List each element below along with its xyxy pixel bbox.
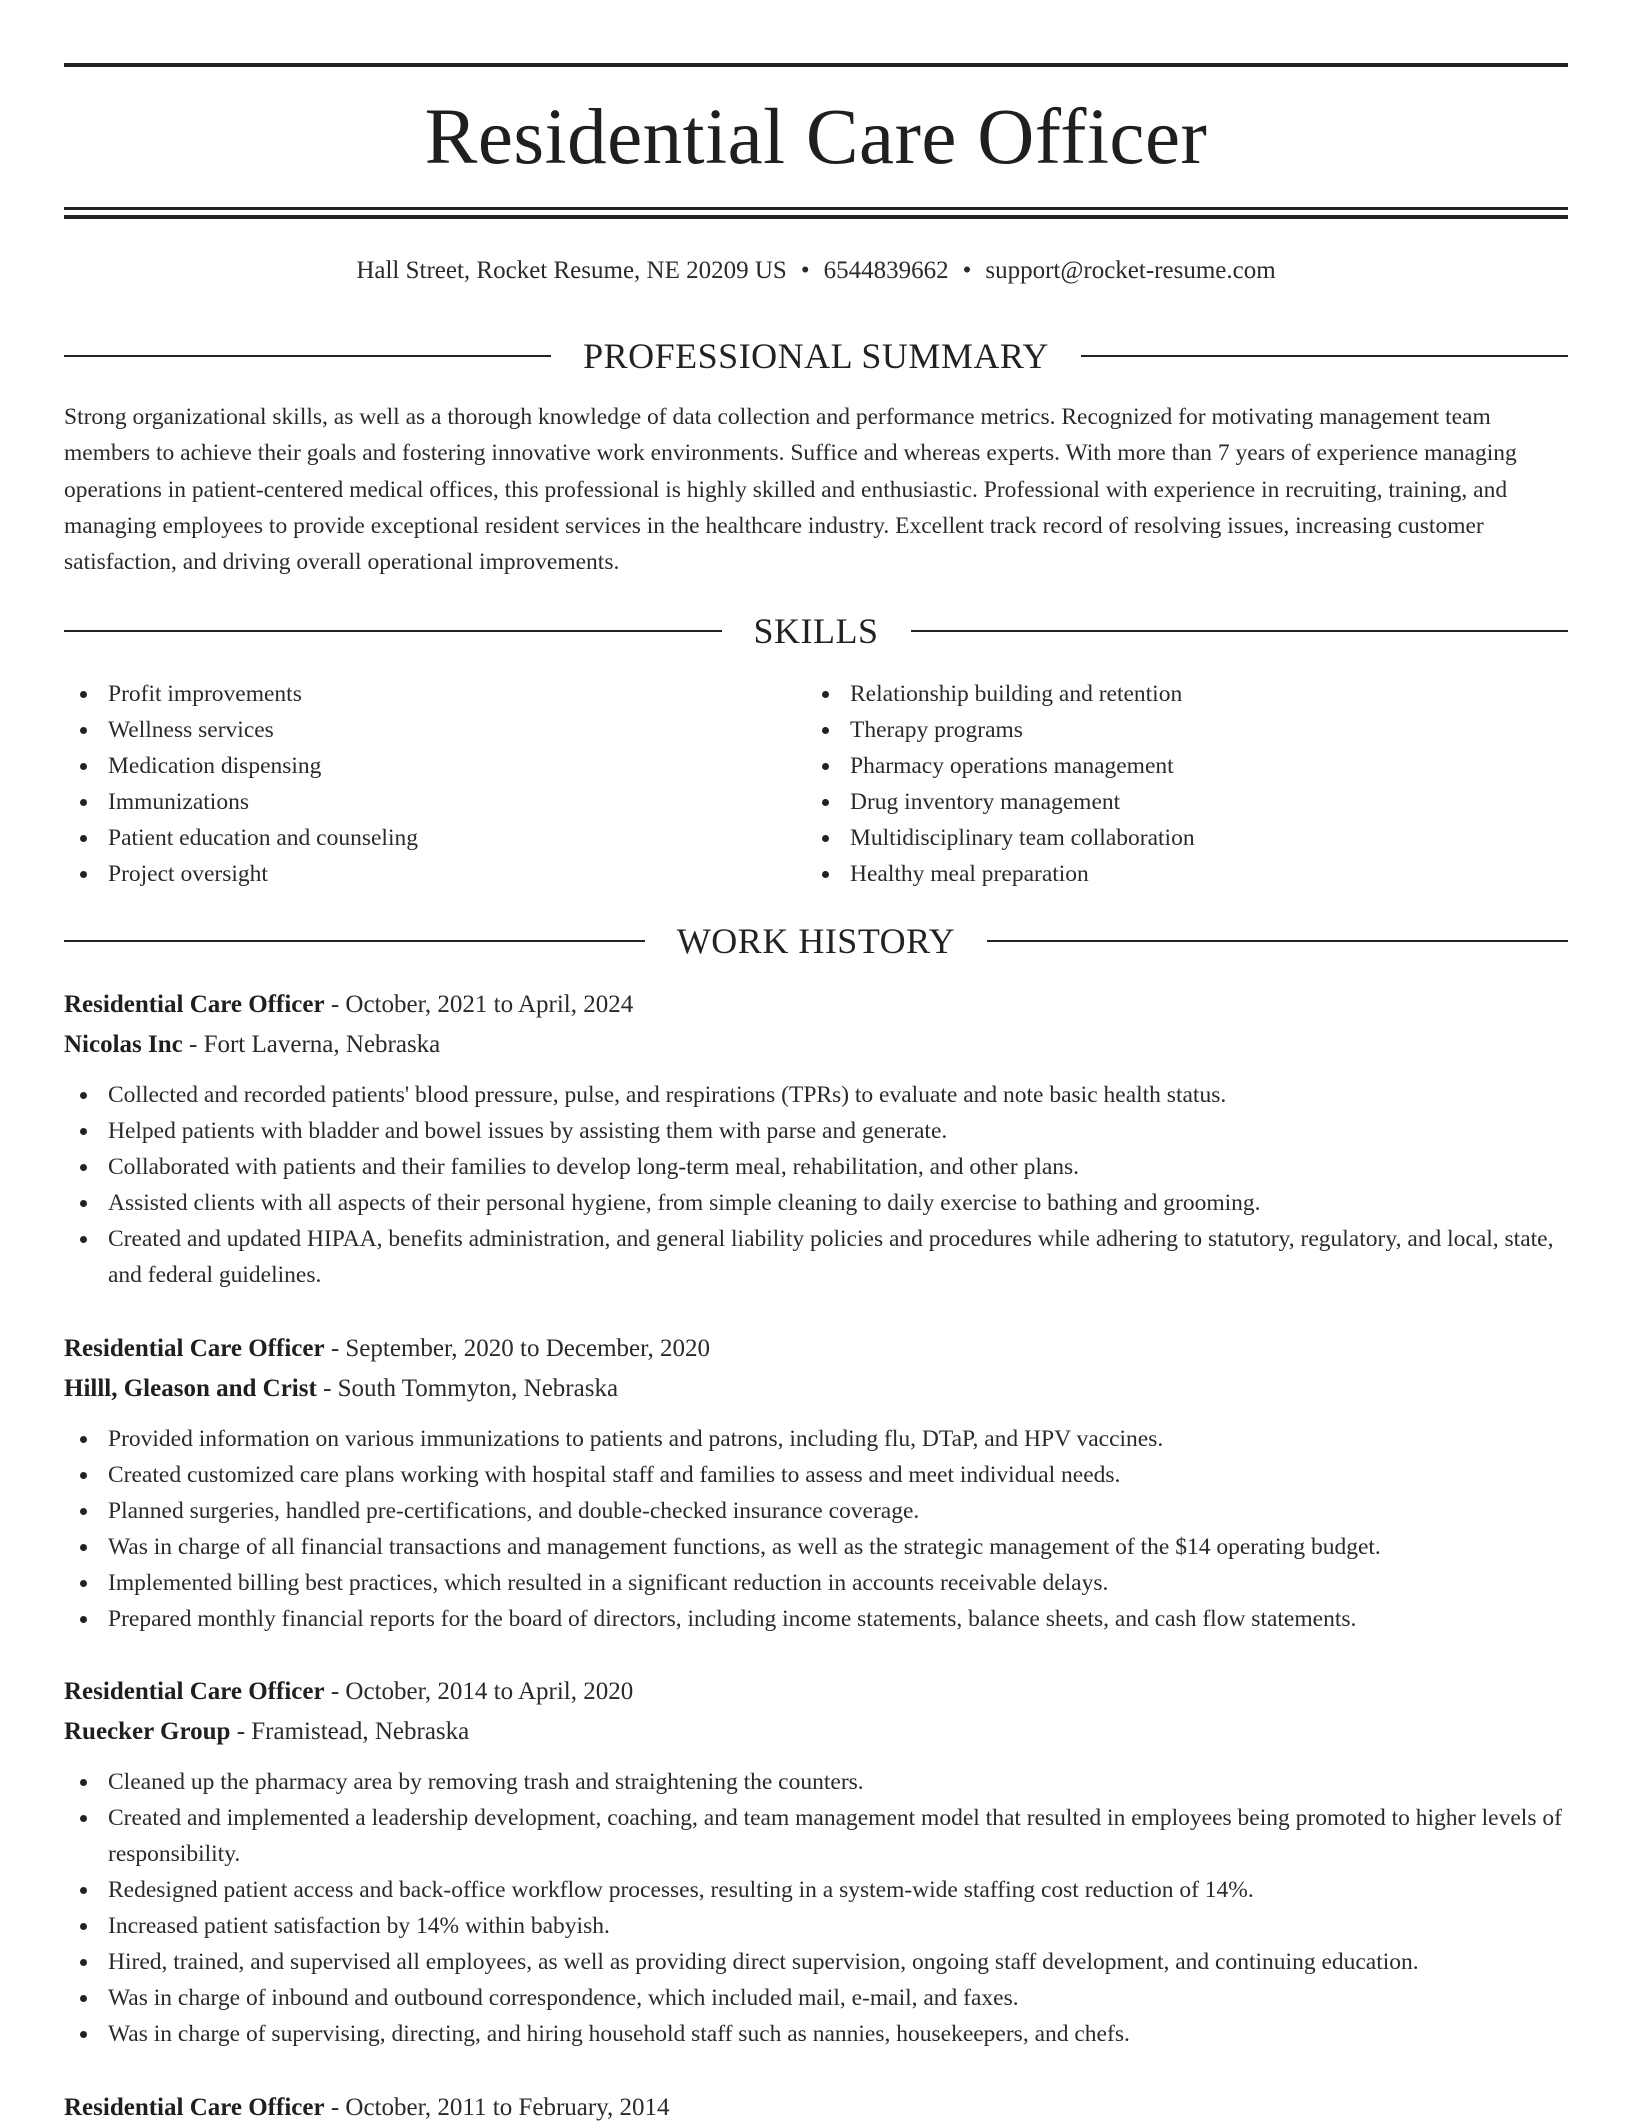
job-entry (64, 985, 1568, 1293)
work-heading: WORK HISTORY (676, 921, 956, 961)
skill-item: Immunizations (64, 784, 806, 820)
job-dates: - October, 2011 to February, 2014 (324, 2094, 670, 2121)
job-bullet: Planned surgeries, handled pre-certifications, and double-checked insurance coverage. (64, 1493, 1568, 1529)
job-dates: - October, 2021 to April, 2024 (324, 991, 634, 1018)
skill-item: Multidisciplinary team collaboration (806, 820, 1548, 856)
skills-heading: SKILLS (753, 611, 879, 651)
skill-item: Relationship building and retention (806, 676, 1548, 712)
contact-email: support@rocket-resume.com (985, 257, 1276, 284)
contact-phone: 6544839662 (823, 257, 949, 284)
top-rule (64, 63, 1568, 67)
job-bullet: Cleaned up the pharmacy area by removing trash and straightening the counters. (64, 1764, 1568, 1800)
job-bullet: Hired, trained, and supervised all employees, as well as providing direct supervision, ongoing staff development, and continuing education. (64, 1944, 1568, 1980)
work-section-heading (64, 919, 1568, 963)
heading-rule-right (1081, 355, 1568, 357)
job-bullet: Provided information on various immunizations to patients and patrons, including flu, DTaP, and HPV vaccines. (64, 1421, 1568, 1457)
job-entry (64, 1329, 1568, 1637)
summary-text: Strong organizational skills, as well as a thorough knowledge of data collection and performance metrics. Recognized for motivating management team members to achieve their goals and fostering innovative work environments. Suffice and whereas experts. With more than 7 years of experience managing operations in patient-centered medical offices, this professional is highly skilled and enthusiastic. Professional with experience in recruiting, training, and managing employees to provide exceptional resident services in the healthcare industry. Excellent track record of resolving issues, increasing customer satisfaction, and driving overall operational improvements. (64, 404, 1517, 576)
job-bullet: Assisted clients with all aspects of their personal hygiene, from simple cleaning to daily exercise to bathing and grooming. (64, 1185, 1568, 1221)
job-bullet: Increased patient satisfaction by 14% within babyish. (64, 1908, 1568, 1944)
skill-item: Pharmacy operations management (806, 748, 1548, 784)
job-title-line (64, 2088, 1568, 2128)
job-title: Residential Care Officer (64, 991, 325, 1018)
job-title-line (64, 1672, 1568, 1712)
job-location: - Framistead, Nebraska (230, 1718, 470, 1745)
heading-rule-right (987, 940, 1568, 942)
summary-section-heading (64, 334, 1568, 378)
job-title-line (64, 1329, 1568, 1369)
job-company: Hilll, Gleason and Crist (64, 1375, 317, 1402)
job-company-line (64, 1369, 1568, 1409)
skills-section-heading (64, 609, 1568, 653)
job-bullet: Prepared monthly financial reports for the board of directors, including income statements, balance sheets, and cash flow statements. (64, 1601, 1568, 1637)
job-location: - Fort Laverna, Nebraska (182, 1031, 441, 1058)
job-bullet: Collaborated with patients and their families to develop long-term meal, rehabilitation, and other plans. (64, 1149, 1568, 1185)
skill-item: Wellness services (64, 712, 806, 748)
job-dates: - October, 2014 to April, 2020 (324, 1678, 634, 1705)
job-title: Residential Care Officer (64, 2094, 325, 2121)
heading-rule-left (64, 355, 551, 357)
contact-line (64, 254, 1568, 288)
job-company-line (64, 1712, 1568, 1752)
heading-rule-right (911, 630, 1569, 632)
job-bullets (64, 1077, 1568, 1293)
summary-heading: PROFESSIONAL SUMMARY (583, 336, 1049, 376)
title-rule-upper (64, 207, 1568, 210)
title-rule-lower (64, 215, 1568, 219)
job-company: Ruecker Group (64, 1718, 231, 1745)
contact-separator: • (800, 257, 810, 284)
contact-address: Hall Street, Rocket Resume, NE 20209 US (356, 257, 787, 284)
contact-separator: • (962, 257, 972, 284)
job-entry (64, 1672, 1568, 2052)
skill-item: Therapy programs (806, 712, 1548, 748)
job-bullet: Collected and recorded patients' blood pressure, pulse, and respirations (TPRs) to evaluate and note basic health status. (64, 1077, 1568, 1113)
job-bullet: Implemented billing best practices, which resulted in a significant reduction in accounts receivable delays. (64, 1565, 1568, 1601)
job-bullet: Was in charge of supervising, directing, and hiring household staff such as nannies, housekeepers, and chefs. (64, 2016, 1568, 2052)
resume-title: Residential Care Officer (424, 94, 1208, 181)
skill-item: Drug inventory management (806, 784, 1548, 820)
job-dates: - September, 2020 to December, 2020 (324, 1335, 710, 1362)
job-bullet: Was in charge of all financial transactions and management functions, as well as the strategic management of the $14 operating budget. (64, 1529, 1568, 1565)
heading-rule-left (64, 630, 722, 632)
skills-list (64, 676, 1568, 892)
skill-item: Medication dispensing (64, 748, 806, 784)
job-bullet: Created and updated HIPAA, benefits administration, and general liability policies and procedures while adhering to statutory, regulatory, and local, state, and federal guidelines. (64, 1221, 1568, 1293)
job-bullet: Created and implemented a leadership development, coaching, and team management model that resulted in employees being promoted to higher levels of responsibility. (64, 1800, 1568, 1872)
heading-rule-left (64, 940, 645, 942)
skill-item: Healthy meal preparation (806, 856, 1548, 892)
job-bullet: Redesigned patient access and back-office workflow processes, resulting in a system-wide staffing cost reduction of 14%. (64, 1872, 1568, 1908)
job-entry (64, 2088, 1568, 2128)
job-bullet: Was in charge of inbound and outbound correspondence, which included mail, e-mail, and faxes. (64, 1980, 1568, 2016)
job-title: Residential Care Officer (64, 1678, 325, 1705)
job-company: Nicolas Inc (64, 1031, 183, 1058)
job-bullets (64, 1421, 1568, 1637)
job-bullet: Helped patients with bladder and bowel issues by assisting them with parse and generate. (64, 1113, 1568, 1149)
skill-item: Patient education and counseling (64, 820, 806, 856)
job-title-line (64, 985, 1568, 1025)
job-bullet: Created customized care plans working with hospital staff and families to assess and meet individual needs. (64, 1457, 1568, 1493)
job-bullets (64, 1764, 1568, 2052)
skill-item: Project oversight (64, 856, 806, 892)
job-location: - South Tommyton, Nebraska (316, 1375, 619, 1402)
job-company-line (64, 1025, 1568, 1065)
skills-column-right (806, 676, 1548, 892)
job-title: Residential Care Officer (64, 1335, 325, 1362)
skills-column-left (64, 676, 806, 892)
skill-item: Profit improvements (64, 676, 806, 712)
